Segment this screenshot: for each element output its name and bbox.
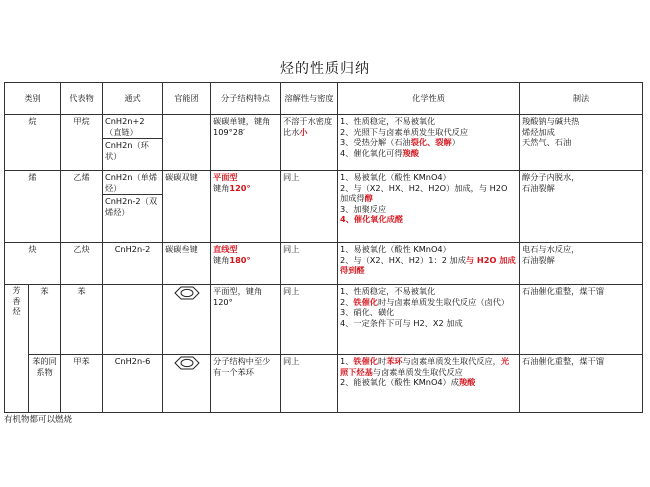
- table-row-benzene-homolog: [5, 355, 643, 413]
- list-item: 3、受热分解（石油裂化、裂解）: [340, 137, 460, 148]
- structure-angle: 键角120°: [213, 182, 251, 193]
- list-item: 3、硝化、磺化: [340, 307, 395, 318]
- prep-line: 烯烃加成: [522, 126, 555, 137]
- prep-line: 醇分子内脱水，: [522, 172, 580, 182]
- list-item: 1、性质稳定，不易被氧化: [340, 286, 436, 296]
- header-preparation: 制法: [520, 83, 643, 115]
- functional-group-cell: [163, 285, 211, 355]
- category-cell: 烯: [5, 171, 61, 243]
- header-solubility: 溶解性与密度: [281, 83, 338, 115]
- list-item: 4、一定条件下可与 H2、X2 加成: [340, 317, 463, 328]
- representative-cell: 甲烷: [61, 115, 103, 171]
- structure-cell: 平面型，键角 120°: [211, 285, 281, 355]
- table-row-alkene: [5, 171, 643, 243]
- header-formula: 通式: [103, 83, 163, 115]
- structure-cell: 碳碳单键，键角 109°28′: [211, 115, 281, 171]
- table-row-benzene: [5, 285, 643, 355]
- chem-properties-list: [340, 356, 517, 388]
- structure-cell: [211, 171, 281, 243]
- table-row-alkane: [5, 115, 643, 171]
- list-item: 2、铁催化时与卤素单质发生取代反应（卤代）: [340, 296, 510, 307]
- chem-properties-list: [340, 172, 517, 225]
- solubility-cell: 同上: [281, 285, 338, 355]
- representative-cell: 甲苯: [61, 355, 103, 413]
- table-row-alkyne: [5, 243, 643, 285]
- list-item: 1、铁催化时苯环与卤素单质发生取代反应，光照下烃基与卤素单质发生取代反应: [340, 356, 510, 377]
- list-item: 4、催化氧化成醛: [340, 214, 404, 225]
- list-item: 2、与（X2、HX、H2、H2O）加成，与 H2O 加成得醇: [340, 182, 508, 204]
- chem-properties-cell: [338, 285, 520, 355]
- chem-properties-cell: [338, 171, 520, 243]
- preparation-cell: [520, 115, 643, 171]
- chem-properties-list: [340, 244, 517, 276]
- structure-angle: 键角180°: [213, 254, 251, 265]
- solubility-highlight: 小: [299, 126, 308, 137]
- solubility-cell: 同上: [281, 171, 338, 243]
- formula-cell: CnH2n-6: [103, 355, 163, 413]
- functional-group-cell: [163, 115, 211, 171]
- formula-cell: [103, 285, 163, 355]
- solubility-cell: 同上: [281, 243, 338, 285]
- functional-group-cell: 碳碳双键: [163, 171, 211, 243]
- solubility-cell: 同上: [281, 355, 338, 413]
- preparation-cell: [520, 171, 643, 243]
- representative-cell: 苯: [61, 285, 103, 355]
- formula-ring: CnH2n（环状）: [105, 140, 149, 161]
- preparation-cell: 石油催化重整，煤干馏: [520, 285, 643, 355]
- header-chemical-properties: 化学性质: [338, 83, 520, 115]
- list-item: 4、催化氧化可得羧酸: [340, 147, 419, 158]
- prep-line: 石油裂解: [522, 182, 555, 193]
- list-item: 1、易被氧化（酸性 KMnO4）: [340, 244, 451, 254]
- category-cell: 烷: [5, 115, 61, 171]
- category-cell: 苯的同系物: [29, 355, 61, 413]
- formula-cell: CnH2n-2: [103, 243, 163, 285]
- structure-shape: 平面型: [213, 172, 238, 182]
- header-representative: 代表物: [61, 83, 103, 115]
- hydrocarbon-properties-table: [4, 82, 643, 413]
- solubility-cell: [281, 115, 338, 171]
- aromatic-group-cell: 芳香烃: [5, 285, 29, 413]
- list-item: 2、与（X2、HX、H2）1：2 加成与 H2O 加成得到醛: [340, 254, 516, 276]
- header-structure: 分子结构特点: [211, 83, 281, 115]
- chem-properties-cell: [338, 355, 520, 413]
- chem-properties-cell: [338, 243, 520, 285]
- chem-properties-list: [340, 116, 517, 158]
- solubility-text: 不溶于水密度比水: [283, 116, 333, 137]
- structure-cell: [211, 243, 281, 285]
- benzene-ring-icon: [173, 356, 201, 370]
- footnote: 有机物都可以燃烧: [4, 415, 73, 425]
- header-functional-group: 官能团: [163, 83, 211, 115]
- header-row: [5, 83, 643, 115]
- list-item: 1、性质稳定，不易被氧化: [340, 116, 436, 126]
- preparation-cell: 石油催化重整，煤干馏: [520, 355, 643, 413]
- category-cell: 炔: [5, 243, 61, 285]
- formula-diene: CnH2n-2（双烯烃）: [105, 196, 158, 217]
- page-title: 烃的性质归纳: [280, 61, 370, 77]
- list-item: 3、加聚反应: [340, 203, 387, 214]
- structure-shape: 直线型: [213, 244, 238, 254]
- category-cell: 苯: [29, 285, 61, 355]
- chem-properties-list: [340, 286, 517, 328]
- prep-line: 石油裂解: [522, 254, 555, 265]
- formula-monoalkene: CnH2n（单烯烃）: [103, 171, 162, 195]
- list-item: 1、易被氧化（酸性 KMnO4）: [340, 172, 451, 182]
- representative-cell: 乙炔: [61, 243, 103, 285]
- functional-group-cell: [163, 355, 211, 413]
- functional-group-cell: 碳碳叁键: [163, 243, 211, 285]
- prep-line: 电石与水反应，: [522, 244, 580, 254]
- header-category: 类别: [5, 83, 61, 115]
- formula-cell: [103, 171, 163, 243]
- list-item: 2、能被氧化（酸性 KMnO4）成羧酸: [340, 377, 476, 388]
- prep-line: 羧酸钠与碱共热: [522, 116, 580, 126]
- prep-line: 天然气、石油: [522, 137, 572, 148]
- formula-chain: CnH2n+2（直链）: [103, 115, 162, 139]
- structure-cell: 分子结构中至少有一个苯环: [211, 355, 281, 413]
- preparation-cell: [520, 243, 643, 285]
- list-item: 2、光照下与卤素单质发生取代反应: [340, 126, 469, 137]
- chem-properties-cell: [338, 115, 520, 171]
- formula-cell: [103, 115, 163, 171]
- benzene-ring-icon: [173, 286, 201, 300]
- representative-cell: 乙烯: [61, 171, 103, 243]
